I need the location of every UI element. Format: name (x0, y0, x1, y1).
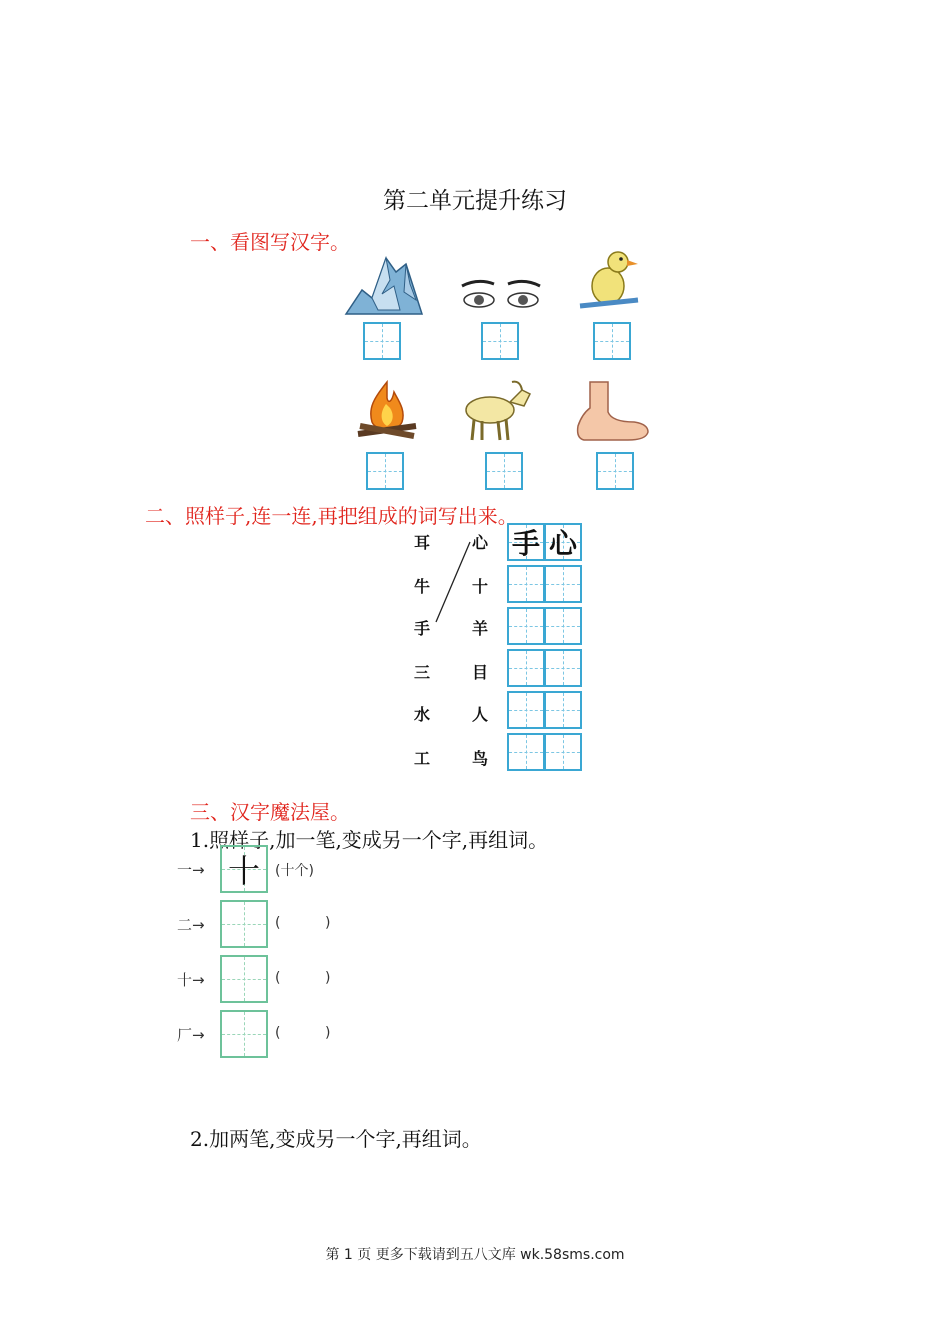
fire-icon (354, 378, 420, 442)
left-char-1[interactable]: 耳 (414, 533, 431, 552)
source-char-4: 厂→ (177, 1026, 205, 1044)
right-char-1[interactable]: 心 (472, 533, 489, 552)
left-char-5[interactable]: 水 (414, 705, 431, 724)
left-char-4[interactable]: 三 (414, 663, 431, 682)
bird-icon (576, 246, 642, 318)
page-title: 第二单元提升练习 (383, 188, 567, 214)
right-char-6[interactable]: 鸟 (472, 749, 489, 768)
word-box-3[interactable] (507, 607, 583, 645)
question-1: 1.照样子,加一笔,变成另一个字,再组词。 (190, 828, 549, 852)
eyes-icon (458, 278, 544, 314)
right-char-2[interactable]: 十 (472, 577, 489, 596)
source-char-3: 十→ (177, 971, 205, 989)
answer-box-4[interactable] (366, 452, 404, 490)
word-box-4[interactable] (507, 649, 583, 687)
left-char-6[interactable]: 工 (414, 749, 431, 768)
right-char-4[interactable]: 目 (472, 663, 489, 682)
example-answer-2: 心 (548, 527, 577, 560)
goat-icon (458, 376, 534, 444)
magic-box-3[interactable] (220, 955, 268, 1003)
question-2: 2.加两笔,变成另一个字,再组词。 (190, 1127, 482, 1151)
magic-box-2[interactable] (220, 900, 268, 948)
answer-box-1[interactable] (363, 322, 401, 360)
mountain-icon (344, 250, 424, 316)
left-char-3[interactable]: 手 (414, 619, 431, 638)
word-box-5[interactable] (507, 691, 583, 729)
word-2[interactable]: ( ) (275, 915, 331, 931)
page-footer: 第 1 页 更多下载请到五八文库 wk.58sms.com (325, 1247, 625, 1263)
left-char-2[interactable]: 牛 (414, 577, 431, 596)
right-char-3[interactable]: 羊 (472, 619, 489, 638)
answer-box-6[interactable] (596, 452, 634, 490)
word-4[interactable]: ( ) (275, 1025, 331, 1041)
magic-answer-1: 十 (227, 852, 260, 890)
word-box-6[interactable] (507, 733, 583, 771)
example-answer-1: 手 (511, 527, 540, 560)
right-char-5[interactable]: 人 (472, 705, 489, 724)
example-connect-line (430, 536, 474, 628)
answer-box-3[interactable] (593, 322, 631, 360)
magic-box-1[interactable] (220, 845, 268, 893)
answer-box-2[interactable] (481, 322, 519, 360)
word-3[interactable]: ( ) (275, 970, 331, 986)
magic-box-4[interactable] (220, 1010, 268, 1058)
source-char-1: 一→ (177, 861, 205, 879)
word-box-2[interactable] (507, 565, 583, 603)
answer-box-5[interactable] (485, 452, 523, 490)
section3-heading: 三、汉字魔法屋。 (190, 800, 350, 824)
source-char-2: 二→ (177, 916, 205, 934)
foot-icon (572, 378, 652, 442)
word-1: (十个) (275, 863, 314, 879)
section1-heading: 一、看图写汉字。 (190, 230, 350, 254)
word-box-1[interactable] (507, 523, 583, 561)
section2-heading: 二、照样子,连一连,再把组成的词写出来。 (145, 504, 518, 528)
